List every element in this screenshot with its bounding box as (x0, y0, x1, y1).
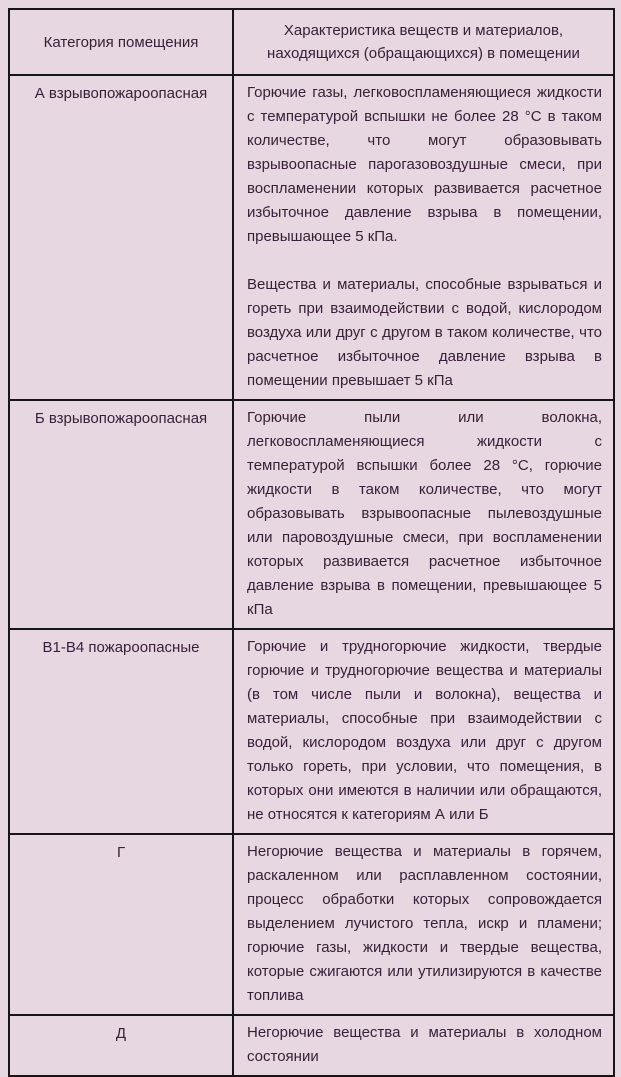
header-characteristics: Характеристика веществ и материалов, находящихся (обращающихся) в помещении (233, 9, 614, 75)
category-cell: В1-В4 пожароопасные (9, 629, 233, 834)
premises-category-table (8, 8, 615, 1077)
category-cell: Г (9, 834, 233, 1015)
description-paragraph: Горючие газы, легковоспламеняющиеся жидкости с температурой вспышки не более 28 °С в таком количестве, что могут образовывать взрывоопасные парогазовоздушные смеси, при воспламенении которых развивается расчетное избыточное давление взрыва в помещении, превышающее 5 кПа. (247, 84, 602, 245)
description-cell (233, 629, 614, 834)
category-cell: А взрывопожароопасная (9, 75, 233, 400)
table-row (9, 400, 614, 629)
description-paragraph: Вещества и материалы, способные взрываться и гореть при взаимодействии с водой, кислородом воздуха или друг с другом в таком количестве, что расчетное избыточное давление взрыва в помещении превышает 5 кПа (247, 276, 602, 389)
table-row (9, 834, 614, 1015)
table-row (9, 1015, 614, 1076)
header-row (9, 9, 614, 75)
description-cell (233, 75, 614, 400)
table-row (9, 75, 614, 400)
header-category: Категория помещения (9, 9, 233, 75)
description-cell (233, 1015, 614, 1076)
description-paragraph: Горючие и трудногорючие жидкости, твердые горючие и трудногорючие вещества и материалы (в том числе пыли и волокна), вещества и материалы, способные при взаимодействии с водой, кислородом воздуха или друг с другом только гореть, при условии, что помещения, в которых они имеются в наличии или обращаются, не относятся к категориям А или Б (247, 638, 602, 823)
table-body (9, 75, 614, 1076)
description-paragraph: Негорючие вещества и материалы в горячем, раскаленном или расплавленном состоянии, процесс обработки которых сопровождается выделением лучистого тепла, искр и пламени; горючие газы, жидкости и твердые вещества, которые сжигаются или утилизируются в качестве топлива (247, 843, 602, 1004)
table-row (9, 629, 614, 834)
description-cell (233, 834, 614, 1015)
description-cell (233, 400, 614, 629)
category-cell: Д (9, 1015, 233, 1076)
category-cell: Б взрывопожароопасная (9, 400, 233, 629)
description-paragraph: Горючие пыли или волокна, легковоспламеняющиеся жидкости с температурой вспышки более 28 °С, горючие жидкости в таком количестве, что могут образовывать взрывоопасные пылевоздушные или паровоздушные смеси, при воспламенении которых развивается расчетное избыточное давление взрыва в помещении, превышающее 5 кПа (247, 409, 602, 618)
description-paragraph: Негорючие вещества и материалы в холодном состоянии (247, 1024, 602, 1065)
table-header (9, 9, 614, 75)
